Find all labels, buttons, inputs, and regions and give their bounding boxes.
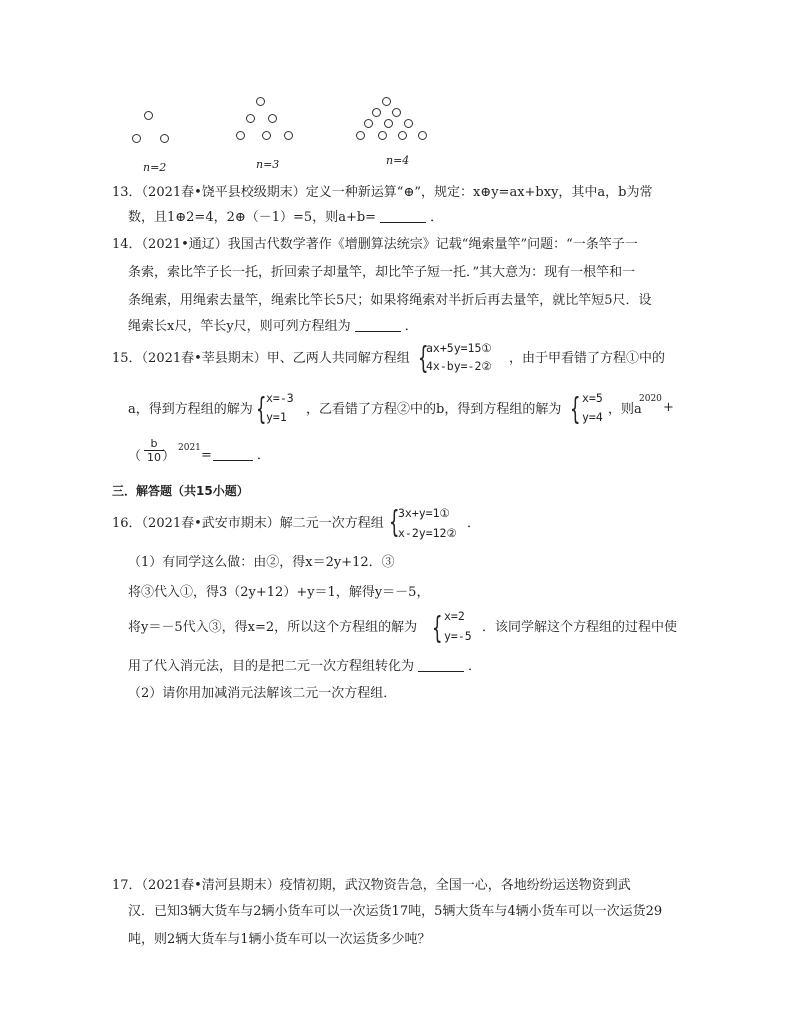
q16-part1-line3-end: ．该同学解这个方程组的过程中使: [482, 620, 678, 635]
q16-part1-line3-text: 将y＝－5代入③，得x=2，所以这个方程组的解为: [128, 620, 418, 635]
paren-open: （: [128, 449, 142, 464]
q15-line2-end: ，则a: [608, 402, 642, 417]
figure-label-n4: n=4: [386, 154, 410, 167]
solution-row-1: x=-3: [266, 391, 294, 405]
left-brace: {: [570, 392, 581, 427]
q13-line1: 13．（2021春•饶平县校级期末）定义一种新运算“⊕”，规定：x⊕y=ax+bxy，其中a，b为常: [112, 185, 653, 200]
q16-part2: （2）请你用加减消元法解该二元一次方程组．: [128, 686, 397, 701]
q14-line3: 条绳索，用绳索去量竿，绳索比竿长5尺；如果将绳索对半折后再去量竿，就比竿短5尺．设: [128, 293, 652, 308]
circle: [236, 131, 245, 140]
q15-line1-end: ，由于甲看错了方程①中的: [509, 351, 666, 366]
circle: [144, 111, 153, 120]
circle: [398, 131, 407, 140]
q13-line2: [128, 209, 443, 227]
paren-close: ）: [162, 449, 176, 464]
circle: [384, 119, 393, 128]
left-brace: {: [418, 341, 429, 376]
q16-part1-line2: 将③代入①，得3（2y+12）+y＝1，解得y＝－5，: [128, 585, 430, 600]
q13-line2-text: 数，且1⊕2=4，2⊕（－1）=5，则a+b=: [128, 210, 377, 225]
answer-blank[interactable]: [213, 448, 253, 461]
circle: [356, 131, 365, 140]
exponent: 2020: [639, 394, 662, 404]
q16-part1-line4: [128, 658, 481, 676]
fraction-denominator: 10: [147, 451, 161, 464]
circle: [378, 131, 387, 140]
q16-part1-line4-end: ．: [468, 659, 482, 674]
circle: [404, 119, 413, 128]
q14-line4-text: 绳索长x尺，竿长y尺，则可列方程组为: [128, 319, 351, 334]
fraction: [144, 437, 164, 464]
q16-part1-line4-text: 用了代入消元法，目的是把二元一次方程组转化为: [128, 659, 415, 674]
q17-line1: 17．（2021春•清河县期末）疫情初期，武汉物资告急，全国一心，各地纷纷运送物资到武: [112, 878, 631, 893]
plus-sign: +: [663, 400, 674, 415]
q15-line1-text: 15．（2021春•莘县期末）甲、乙两人共同解方程组: [112, 351, 410, 366]
fraction-numerator: b: [144, 437, 164, 451]
left-brace: {: [389, 505, 400, 540]
q15-line2-text: a，得到方程组的解为: [128, 402, 253, 417]
q14-line1: 14．（2021•通辽）我国古代数学著作《增删算法统宗》记载“绳索量竿”问题：“一条竿子一: [112, 237, 638, 252]
circle: [160, 134, 169, 143]
circle: [262, 131, 271, 140]
q17-line3: 吨，则2辆大货车与1辆小货车可以一次运货多少吨？: [128, 932, 431, 947]
circle: [372, 108, 381, 117]
figure-label-n3: n=3: [256, 158, 280, 171]
q14-line2: 条索，索比竿子长一托，折回索子却量竿，却比竿子短一托．”其大意为：现有一根竿和一: [128, 265, 636, 280]
q15-line2-mid: ，乙看错了方程②中的b，得到方程组的解为: [306, 402, 562, 417]
q15-line3-end: ．: [256, 448, 270, 463]
solution-row-1: x=2: [444, 609, 465, 623]
answer-blank[interactable]: [380, 210, 426, 223]
circle: [392, 108, 401, 117]
circle: [246, 114, 255, 123]
q14-line4-end: ．: [404, 319, 418, 334]
left-brace: {: [432, 611, 443, 646]
equals-sign: =: [201, 448, 212, 463]
figure-label-n2: n=2: [143, 161, 167, 174]
solution-row-2: y=1: [266, 410, 287, 424]
circle: [284, 131, 293, 140]
equation-row-2: 4x-by=-2②: [426, 359, 492, 373]
solution-row-2: y=4: [582, 410, 603, 424]
q16-line1-end: ．: [467, 516, 481, 531]
exponent: 2021: [178, 443, 201, 453]
equation-row-2: x-2y=12②: [398, 526, 457, 540]
circle: [418, 131, 427, 140]
q16-line1-text: 16．（2021春•武安市期末）解二元一次方程组: [112, 516, 384, 531]
equation-row-1: 3x+y=1①: [398, 506, 450, 520]
q14-line4: [128, 318, 418, 336]
solution-row-2: y=-5: [444, 629, 472, 643]
answer-blank[interactable]: [355, 319, 401, 332]
q17-line2: 汉．已知3辆大货车与2辆小货车可以一次运货17吨，5辆大货车与4辆小货车可以一次运货29: [128, 904, 663, 919]
circle: [256, 97, 265, 106]
answer-blank[interactable]: [418, 659, 464, 672]
circle: [364, 119, 373, 128]
left-brace: {: [256, 392, 267, 427]
q16-part1-line1: （1）有同学这么做：由②，得x＝2y+12．③: [128, 555, 395, 570]
circle: [382, 97, 391, 106]
circle: [268, 114, 277, 123]
solution-row-1: x=5: [582, 391, 603, 405]
section-heading: 三．解答题（共15小题）: [112, 484, 249, 498]
equation-row-1: ax+5y=15①: [426, 341, 492, 355]
circle: [132, 134, 141, 143]
q13-line2-end: ．: [430, 210, 444, 225]
q15-line3: [201, 447, 270, 465]
